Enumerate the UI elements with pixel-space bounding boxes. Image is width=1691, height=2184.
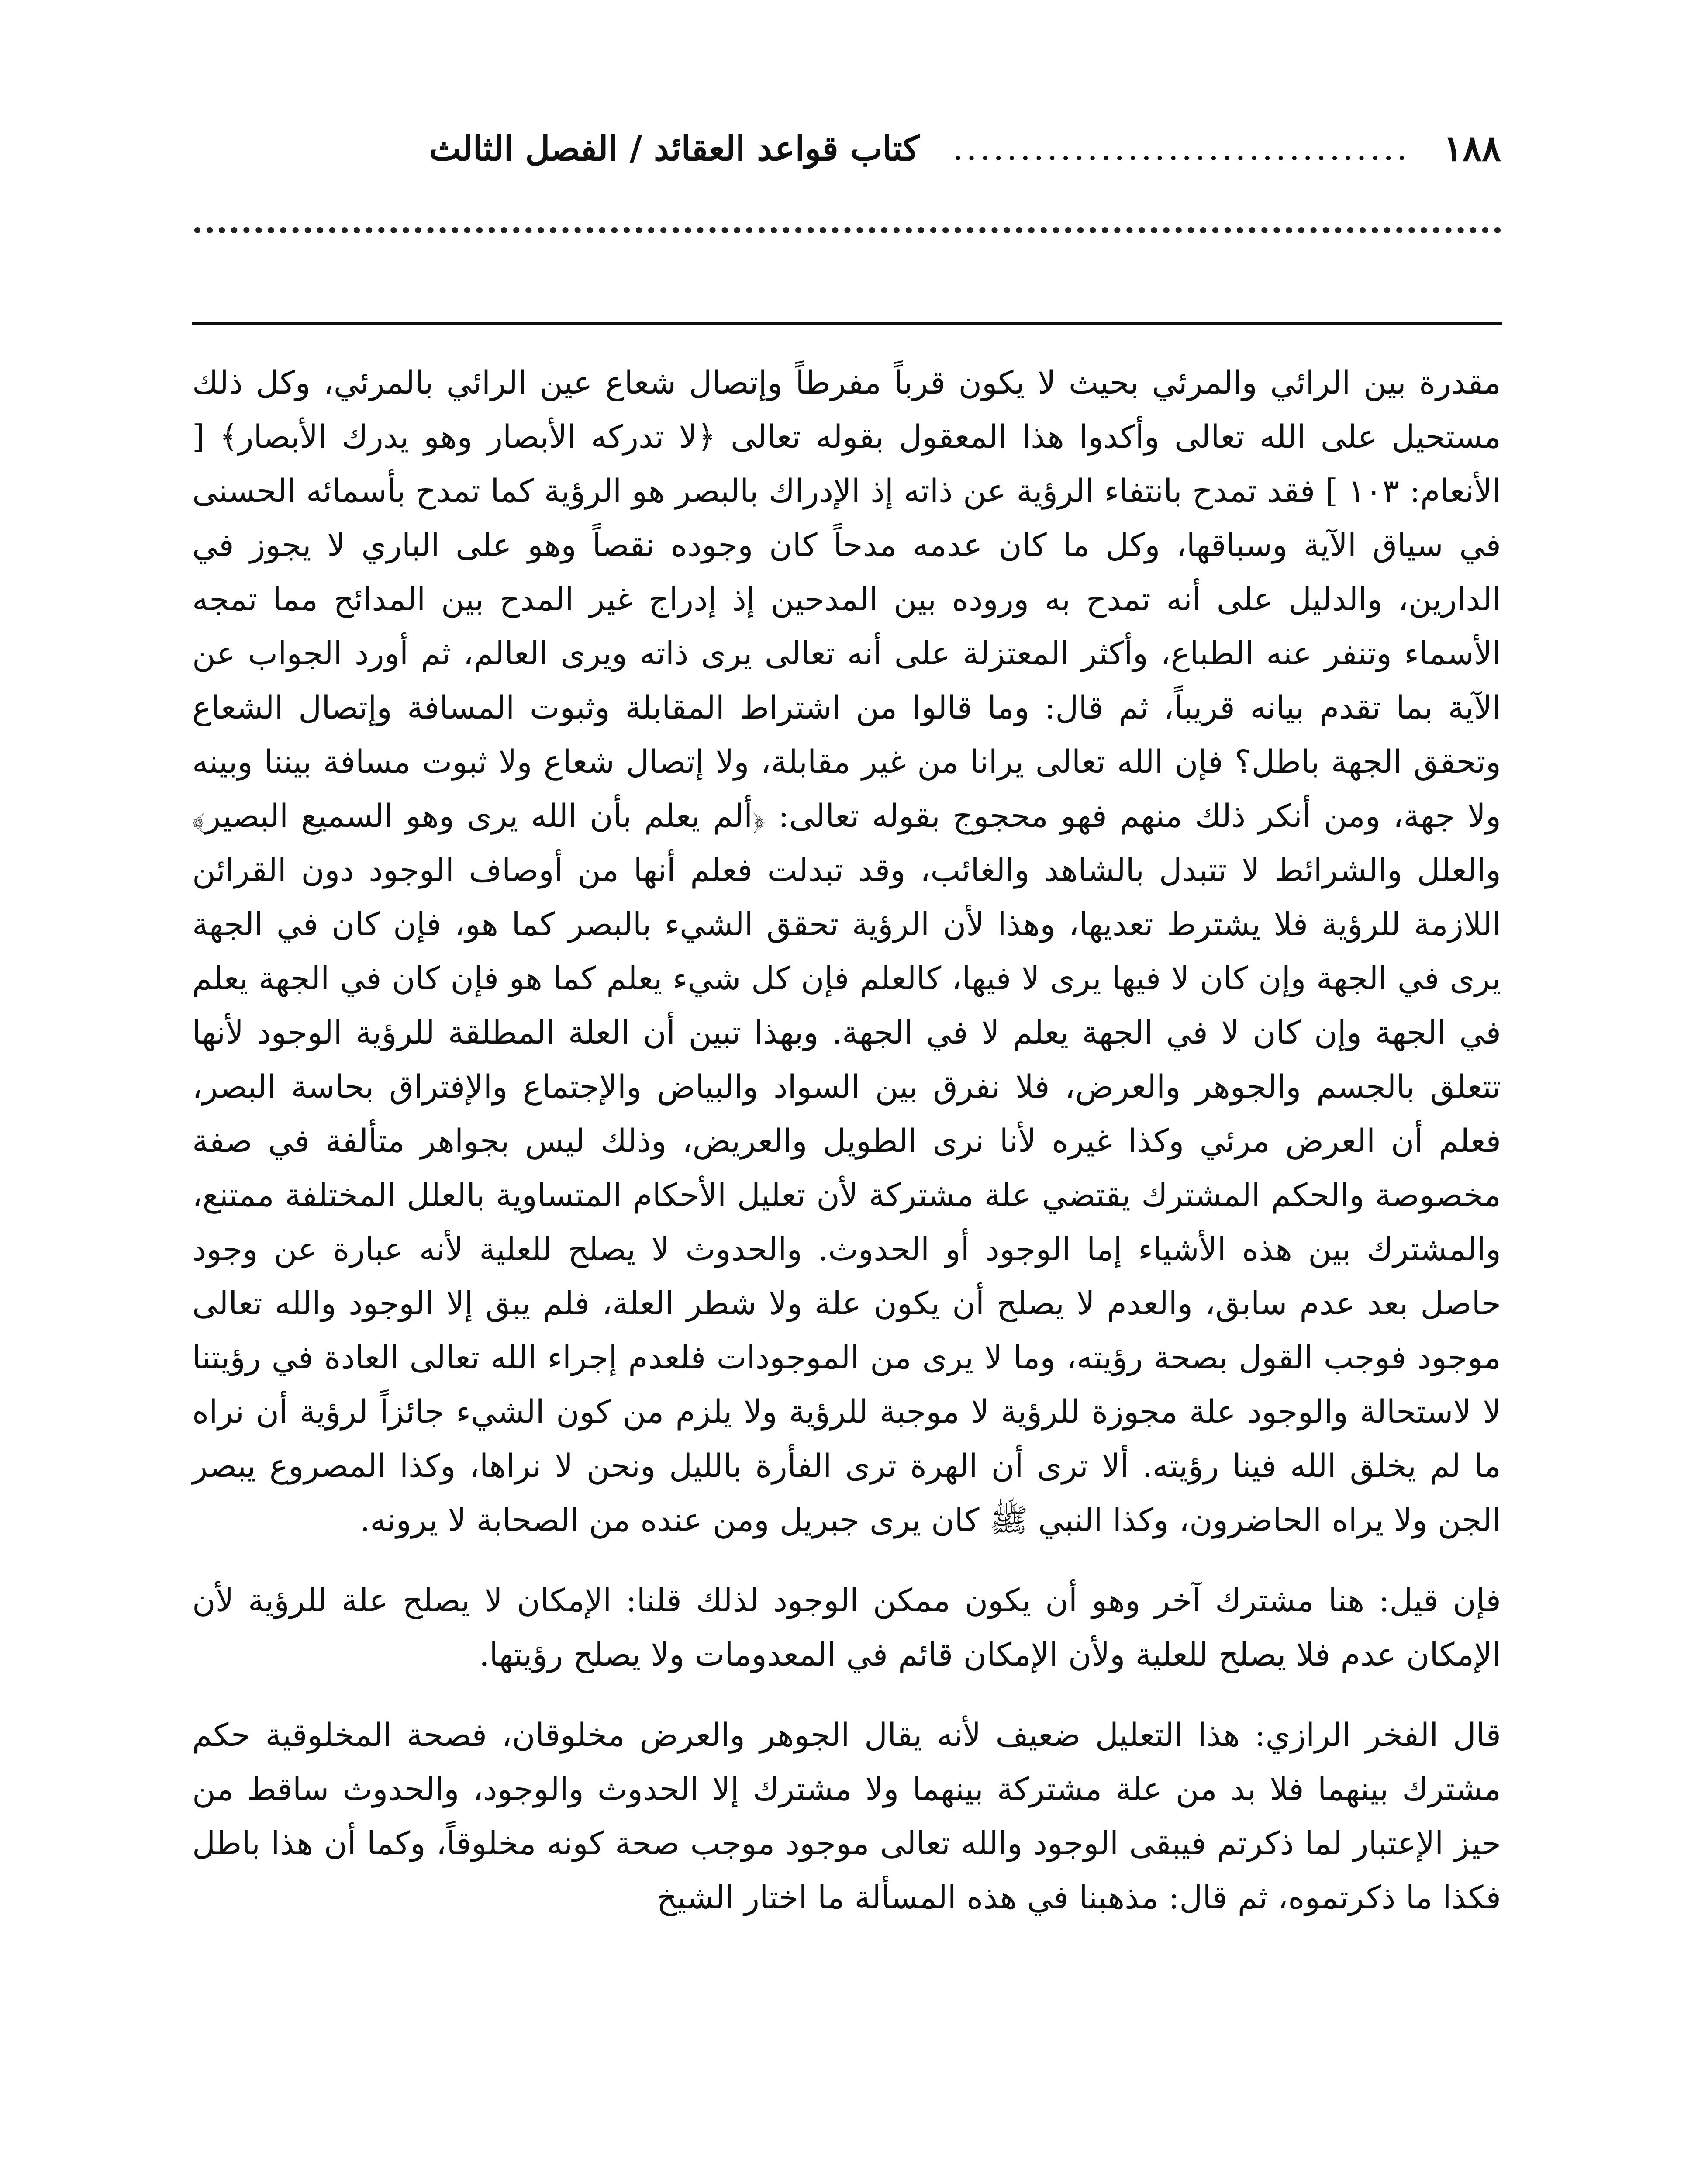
header-leader-dots: .................................. xyxy=(952,129,1410,168)
paragraph: مقدرة بين الرائي والمرئي بحيث لا يكون قرباً مفرطاً وإتصال شعاع عين الرائي بالمرئي، وكل ذلك مستحيل على الله تعالى وأكدوا هذا المعقول بقوله تعالى ﴿لا تدركه الأبصار وهو يدرك الأبصار﴾ [ الأنعام: ١٠٣ ] فقد تمدح بانتفاء الرؤية عن ذاته إذ الإدراك بالبصر هو الرؤية كما تمدح بأسمائه الحسنى في سياق الآية وسباقها، وكل ما كان عدمه مدحاً كان وجوده نقصاً وهو على الباري لا يجوز في الدارين، والدليل على أنه تمدح به وروده بين المدحين إذ إدراج غير المدح بين المدائح مما تمجه الأسماء وتنفر عنه الطباع، وأكثر المعتزلة على أنه تعالى يرى ذاته ويرى العالم، ثم أورد الجواب عن الآية بما تقدم بيانه قريباً، ثم قال: وما قالوا من اشتراط المقابلة وثبوت المسافة وإتصال الشعاع وتحقق الجهة باطل؟ فإن الله تعالى يرانا من غير مقابلة، ولا إتصال شعاع ولا ثبوت مسافة بيننا وبينه ولا جهة، ومن أنكر ذلك منهم فهو محجوج بقوله تعالى: ﴿ألم يعلم بأن الله يرى وهو السميع البصير﴾ والعلل والشرائط لا تتبدل بالشاهد والغائب، وقد تبدلت فعلم أنها من أوصاف الوجود دون القرائن اللازمة للرؤية فلا يشترط تعديها، وهذا لأن الرؤية تحقق الشيء بالبصر كما هو، فإن كان في الجهة يرى في الجهة وإن كان لا فيها يرى لا فيها، كالعلم فإن كل شيء يعلم كما هو فإن كان في الجهة يعلم في الجهة وإن كان لا في الجهة يعلم لا في الجهة. وبهذا تبين أن العلة المطلقة للرؤية الوجود لأنها تتعلق بالجسم والجوهر والعرض، فلا نفرق بين السواد والبياض والإجتماع والإفتراق بحاسة البصر، فعلم أن العرض مرئي وكذا غيره لأنا نرى الطويل والعريض، وذلك ليس بجواهر متألفة في صفة مخصوصة والحكم المشترك يقتضي علة مشتركة لأن تعليل الأحكام المتساوية بالعلل المختلفة ممتنع، والمشترك بين هذه الأشياء إما الوجود أو الحدوث. والحدوث لا يصلح للعلية لأنه عبارة عن وجود حاصل بعد عدم سابق، والعدم لا يصلح أن يكون علة ولا شطر العلة، فلم يبق إلا الوجود والله تعالى موجود فوجب القول بصحة رؤيته، وما لا يرى من الموجودات فلعدم إجراء الله تعالى العادة في رؤيتنا لا لاستحالة والوجود علة مجوزة للرؤية لا موجبة للرؤية ولا يلزم من كون الشيء جائزاً لرؤية أن نراه ما لم يخلق الله فينا رؤيته. ألا ترى أن الهرة ترى الفأرة بالليل ونحن لا نراها، وكذا المصروع يبصر الجن ولا يراه الحاضرون، وكذا النبي ﷺ كان يرى جبريل ومن عنده من الصحابة لا يرونه. xyxy=(192,364,1501,1539)
paragraph: قال الفخر الرازي: هذا التعليل ضعيف لأنه يقال الجوهر والعرض مخلوقان، فصحة المخلوقية حكم مشترك بينهما فلا بد من علة مشتركة بينهما ولا مشترك إلا الحدوث والوجود، والحدوث ساقط من حيز الإعتبار لما ذكرتم فيبقى الوجود والله تعالى موجود موجب صحة كونه مخلوقاً، وكما أن هذا باطل فكذا ما ذكرتموه، ثم قال: مذهبنا في هذه المسألة ما اختار الشيخ xyxy=(192,1717,1501,1916)
running-header xyxy=(192,118,1501,179)
chapter-title: كتاب قواعد العقائد / الفصل الثالث xyxy=(429,128,919,169)
paragraph: فإن قيل: هنا مشترك آخر وهو أن يكون ممكن الوجود لذلك قلنا: الإمكان لا يصلح علة للرؤية لأن الإمكان عدم فلا يصلح للعلية ولأن الإمكان قائم في المعدومات ولا يصلح رؤيتها. xyxy=(192,1582,1501,1673)
page-body xyxy=(192,356,1501,1925)
header-rule xyxy=(192,322,1502,325)
page-number: ١٨٨ xyxy=(1443,128,1501,169)
dotted-divider xyxy=(194,227,1501,242)
